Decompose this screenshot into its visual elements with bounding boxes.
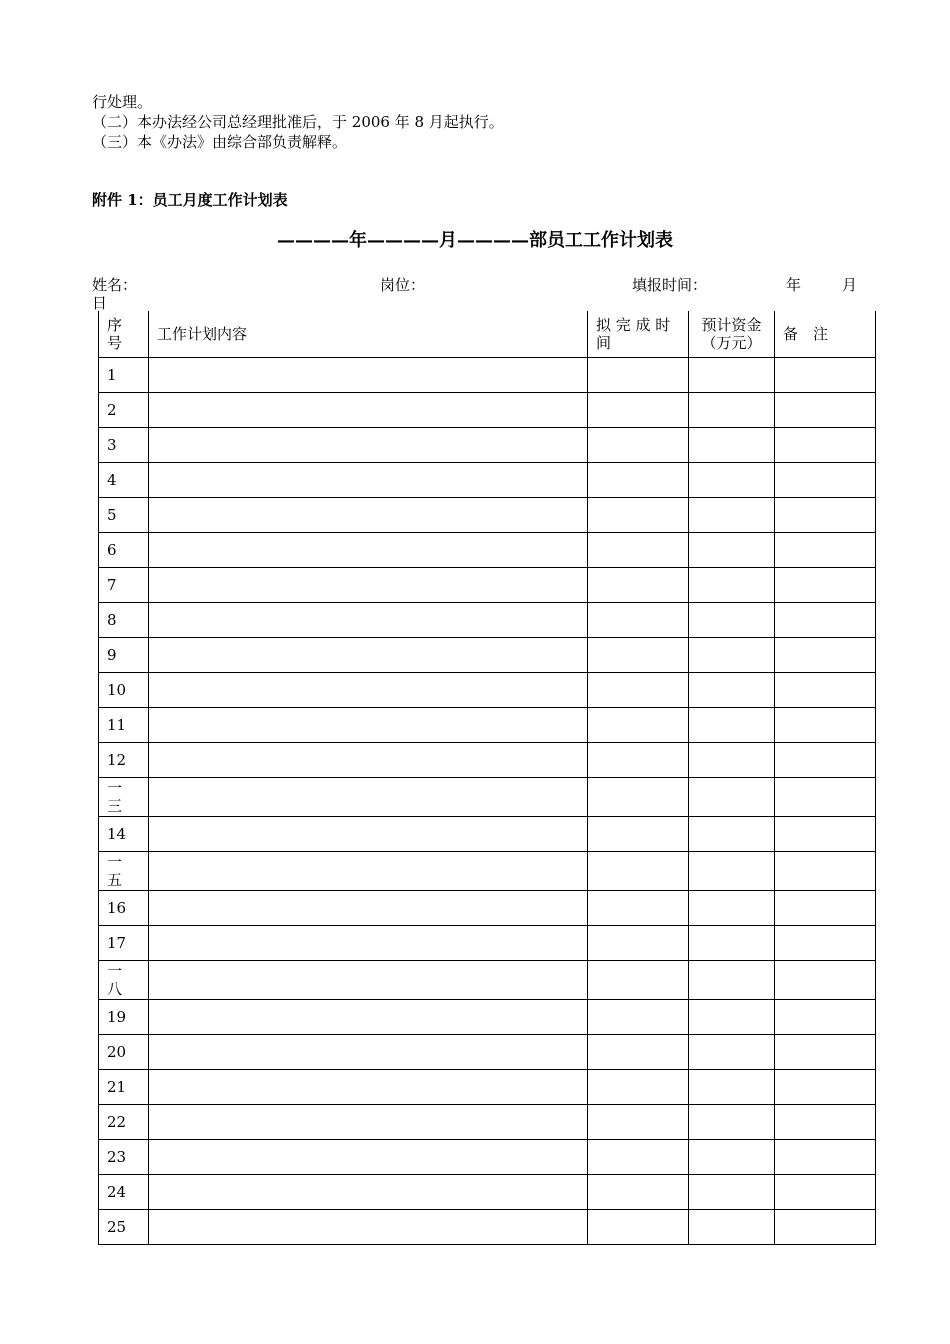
- table-row: [99, 1139, 876, 1174]
- header-finish-time: 拟 完 成 时 间: [588, 311, 689, 357]
- row-remark-cell[interactable]: [775, 602, 876, 637]
- row-seq-cell: 2: [99, 392, 149, 427]
- row-seq-cell: 一 三: [99, 777, 149, 816]
- row-content-cell[interactable]: [149, 777, 588, 816]
- row-content-cell[interactable]: [149, 672, 588, 707]
- row-seq-cell: 25: [99, 1209, 149, 1244]
- text-line-3: （三）本《办法》由综合部负责解释。: [92, 133, 348, 151]
- row-content-cell[interactable]: [149, 602, 588, 637]
- row-remark-cell[interactable]: [775, 497, 876, 532]
- row-remark-cell[interactable]: [775, 1069, 876, 1104]
- row-remark-cell[interactable]: [775, 532, 876, 567]
- text-line-2: （二）本办法经公司总经理批准后，于 2006 年 8 月起执行。: [92, 113, 504, 131]
- table-row: [99, 392, 876, 427]
- row-remark-cell[interactable]: [775, 1174, 876, 1209]
- table-row: [99, 707, 876, 742]
- row-seq-cell: 16: [99, 890, 149, 925]
- row-seq-cell: 17: [99, 925, 149, 960]
- row-budget-cell[interactable]: [689, 777, 775, 816]
- row-seq-cell: 23: [99, 1139, 149, 1174]
- month-label: 月: [842, 276, 858, 294]
- header-seq: 序 号: [99, 311, 149, 357]
- table-body: [99, 357, 876, 1244]
- row-budget-cell[interactable]: [689, 851, 775, 890]
- row-finish-cell[interactable]: [588, 672, 689, 707]
- row-finish-cell[interactable]: [588, 707, 689, 742]
- row-finish-cell[interactable]: [588, 851, 689, 890]
- table-row: [99, 427, 876, 462]
- row-budget-cell[interactable]: [689, 960, 775, 999]
- row-budget-cell[interactable]: [689, 1209, 775, 1244]
- table-row: [99, 1069, 876, 1104]
- row-remark-cell[interactable]: [775, 1104, 876, 1139]
- post-label: 岗位：: [380, 276, 426, 294]
- row-remark-cell[interactable]: [775, 960, 876, 999]
- row-finish-cell[interactable]: [588, 890, 689, 925]
- row-remark-cell[interactable]: [775, 567, 876, 602]
- row-remark-cell[interactable]: [775, 1209, 876, 1244]
- row-finish-cell[interactable]: [588, 777, 689, 816]
- row-content-cell[interactable]: [149, 960, 588, 999]
- row-finish-cell[interactable]: [588, 567, 689, 602]
- row-content-cell[interactable]: [149, 532, 588, 567]
- row-budget-cell[interactable]: [689, 816, 775, 851]
- row-finish-cell[interactable]: [588, 1174, 689, 1209]
- row-remark-cell[interactable]: [775, 672, 876, 707]
- row-remark-cell[interactable]: [775, 851, 876, 890]
- row-remark-cell[interactable]: [775, 427, 876, 462]
- row-budget-cell[interactable]: [689, 999, 775, 1034]
- row-content-cell[interactable]: [149, 497, 588, 532]
- row-finish-cell[interactable]: [588, 999, 689, 1034]
- row-seq-cell: 一 五: [99, 851, 149, 890]
- row-seq-cell: 9: [99, 637, 149, 672]
- row-budget-cell[interactable]: [689, 742, 775, 777]
- row-finish-cell[interactable]: [588, 532, 689, 567]
- table-row: [99, 1034, 876, 1069]
- row-seq-cell: 6: [99, 532, 149, 567]
- row-finish-cell[interactable]: [588, 1069, 689, 1104]
- header-remark: 备 注: [775, 311, 876, 357]
- row-content-cell[interactable]: [149, 851, 588, 890]
- row-seq-cell: 3: [99, 427, 149, 462]
- row-content-cell[interactable]: [149, 925, 588, 960]
- table-row: [99, 851, 876, 890]
- table-row: [99, 1104, 876, 1139]
- row-seq-cell: 7: [99, 567, 149, 602]
- row-remark-cell[interactable]: [775, 357, 876, 392]
- row-seq-cell: 1: [99, 357, 149, 392]
- row-content-cell[interactable]: [149, 427, 588, 462]
- row-budget-cell[interactable]: [689, 497, 775, 532]
- row-budget-cell[interactable]: [689, 602, 775, 637]
- table-row: [99, 999, 876, 1034]
- row-budget-cell[interactable]: [689, 567, 775, 602]
- row-budget-cell[interactable]: [689, 1174, 775, 1209]
- row-budget-cell[interactable]: [689, 890, 775, 925]
- table-row: [99, 497, 876, 532]
- work-plan-table: [98, 311, 876, 1245]
- row-seq-cell: 19: [99, 999, 149, 1034]
- row-budget-cell[interactable]: [689, 672, 775, 707]
- row-content-cell[interactable]: [149, 1174, 588, 1209]
- row-finish-cell[interactable]: [588, 637, 689, 672]
- row-remark-cell[interactable]: [775, 1139, 876, 1174]
- table-row: [99, 637, 876, 672]
- table-row: [99, 532, 876, 567]
- row-remark-cell[interactable]: [775, 890, 876, 925]
- row-budget-cell[interactable]: [689, 1034, 775, 1069]
- row-content-cell[interactable]: [149, 816, 588, 851]
- row-finish-cell[interactable]: [588, 392, 689, 427]
- row-budget-cell[interactable]: [689, 707, 775, 742]
- row-budget-cell[interactable]: [689, 1069, 775, 1104]
- table-row: [99, 1209, 876, 1244]
- row-finish-cell[interactable]: [588, 1104, 689, 1139]
- attachment-label: 附件 1：员工月度工作计划表: [92, 191, 288, 209]
- table-row: [99, 925, 876, 960]
- row-seq-cell: 12: [99, 742, 149, 777]
- table-row: [99, 357, 876, 392]
- row-content-cell[interactable]: [149, 637, 588, 672]
- row-budget-cell[interactable]: [689, 427, 775, 462]
- row-budget-cell[interactable]: [689, 357, 775, 392]
- row-budget-cell[interactable]: [689, 1104, 775, 1139]
- row-finish-cell[interactable]: [588, 925, 689, 960]
- table-row: [99, 1174, 876, 1209]
- row-finish-cell[interactable]: [588, 427, 689, 462]
- row-content-cell[interactable]: [149, 707, 588, 742]
- table-row: [99, 742, 876, 777]
- year-label: 年: [786, 276, 802, 294]
- row-finish-cell[interactable]: [588, 1034, 689, 1069]
- row-content-cell[interactable]: [149, 742, 588, 777]
- fill-time-label: 填报时间：: [632, 276, 708, 294]
- row-remark-cell[interactable]: [775, 707, 876, 742]
- row-content-cell[interactable]: [149, 392, 588, 427]
- row-seq-cell: 11: [99, 707, 149, 742]
- row-content-cell[interactable]: [149, 999, 588, 1034]
- row-remark-cell[interactable]: [775, 816, 876, 851]
- row-seq-cell: 4: [99, 462, 149, 497]
- row-seq-cell: 20: [99, 1034, 149, 1069]
- row-finish-cell[interactable]: [588, 960, 689, 999]
- table-row: [99, 960, 876, 999]
- row-finish-cell[interactable]: [588, 602, 689, 637]
- row-finish-cell[interactable]: [588, 742, 689, 777]
- table-row: [99, 602, 876, 637]
- row-remark-cell[interactable]: [775, 637, 876, 672]
- row-content-cell[interactable]: [149, 1209, 588, 1244]
- row-content-cell[interactable]: [149, 1069, 588, 1104]
- name-label: 姓名：: [92, 276, 138, 294]
- table-row: [99, 777, 876, 816]
- table-row: [99, 462, 876, 497]
- row-content-cell[interactable]: [149, 567, 588, 602]
- row-seq-cell: 21: [99, 1069, 149, 1104]
- row-budget-cell[interactable]: [689, 1139, 775, 1174]
- table-row: [99, 672, 876, 707]
- row-seq-cell: 10: [99, 672, 149, 707]
- row-content-cell[interactable]: [149, 462, 588, 497]
- table-header-row: [99, 311, 876, 357]
- row-seq-cell: 8: [99, 602, 149, 637]
- row-content-cell[interactable]: [149, 890, 588, 925]
- row-finish-cell[interactable]: [588, 1209, 689, 1244]
- row-remark-cell[interactable]: [775, 999, 876, 1034]
- row-remark-cell[interactable]: [775, 925, 876, 960]
- row-remark-cell[interactable]: [775, 777, 876, 816]
- row-remark-cell[interactable]: [775, 392, 876, 427]
- header-budget: 预计资金 （万元）: [689, 311, 775, 357]
- table-row: [99, 890, 876, 925]
- row-finish-cell[interactable]: [588, 357, 689, 392]
- row-remark-cell[interactable]: [775, 742, 876, 777]
- table-row: [99, 816, 876, 851]
- row-content-cell[interactable]: [149, 1104, 588, 1139]
- row-finish-cell[interactable]: [588, 497, 689, 532]
- row-remark-cell[interactable]: [775, 462, 876, 497]
- row-remark-cell[interactable]: [775, 1034, 876, 1069]
- row-content-cell[interactable]: [149, 1034, 588, 1069]
- table-row: [99, 567, 876, 602]
- row-seq-cell: 22: [99, 1104, 149, 1139]
- row-finish-cell[interactable]: [588, 1139, 689, 1174]
- row-finish-cell[interactable]: [588, 816, 689, 851]
- row-seq-cell: 14: [99, 816, 149, 851]
- row-budget-cell[interactable]: [689, 925, 775, 960]
- row-finish-cell[interactable]: [588, 462, 689, 497]
- form-title: ————年————月————部员工工作计划表: [277, 230, 673, 251]
- row-seq-cell: 一 八: [99, 960, 149, 999]
- row-seq-cell: 24: [99, 1174, 149, 1209]
- day-label: 日: [92, 294, 108, 312]
- row-budget-cell[interactable]: [689, 392, 775, 427]
- row-content-cell[interactable]: [149, 357, 588, 392]
- row-seq-cell: 5: [99, 497, 149, 532]
- row-budget-cell[interactable]: [689, 462, 775, 497]
- text-line-1: 行处理。: [92, 93, 153, 111]
- row-budget-cell[interactable]: [689, 637, 775, 672]
- row-content-cell[interactable]: [149, 1139, 588, 1174]
- row-budget-cell[interactable]: [689, 532, 775, 567]
- header-content: 工作计划内容: [149, 311, 588, 357]
